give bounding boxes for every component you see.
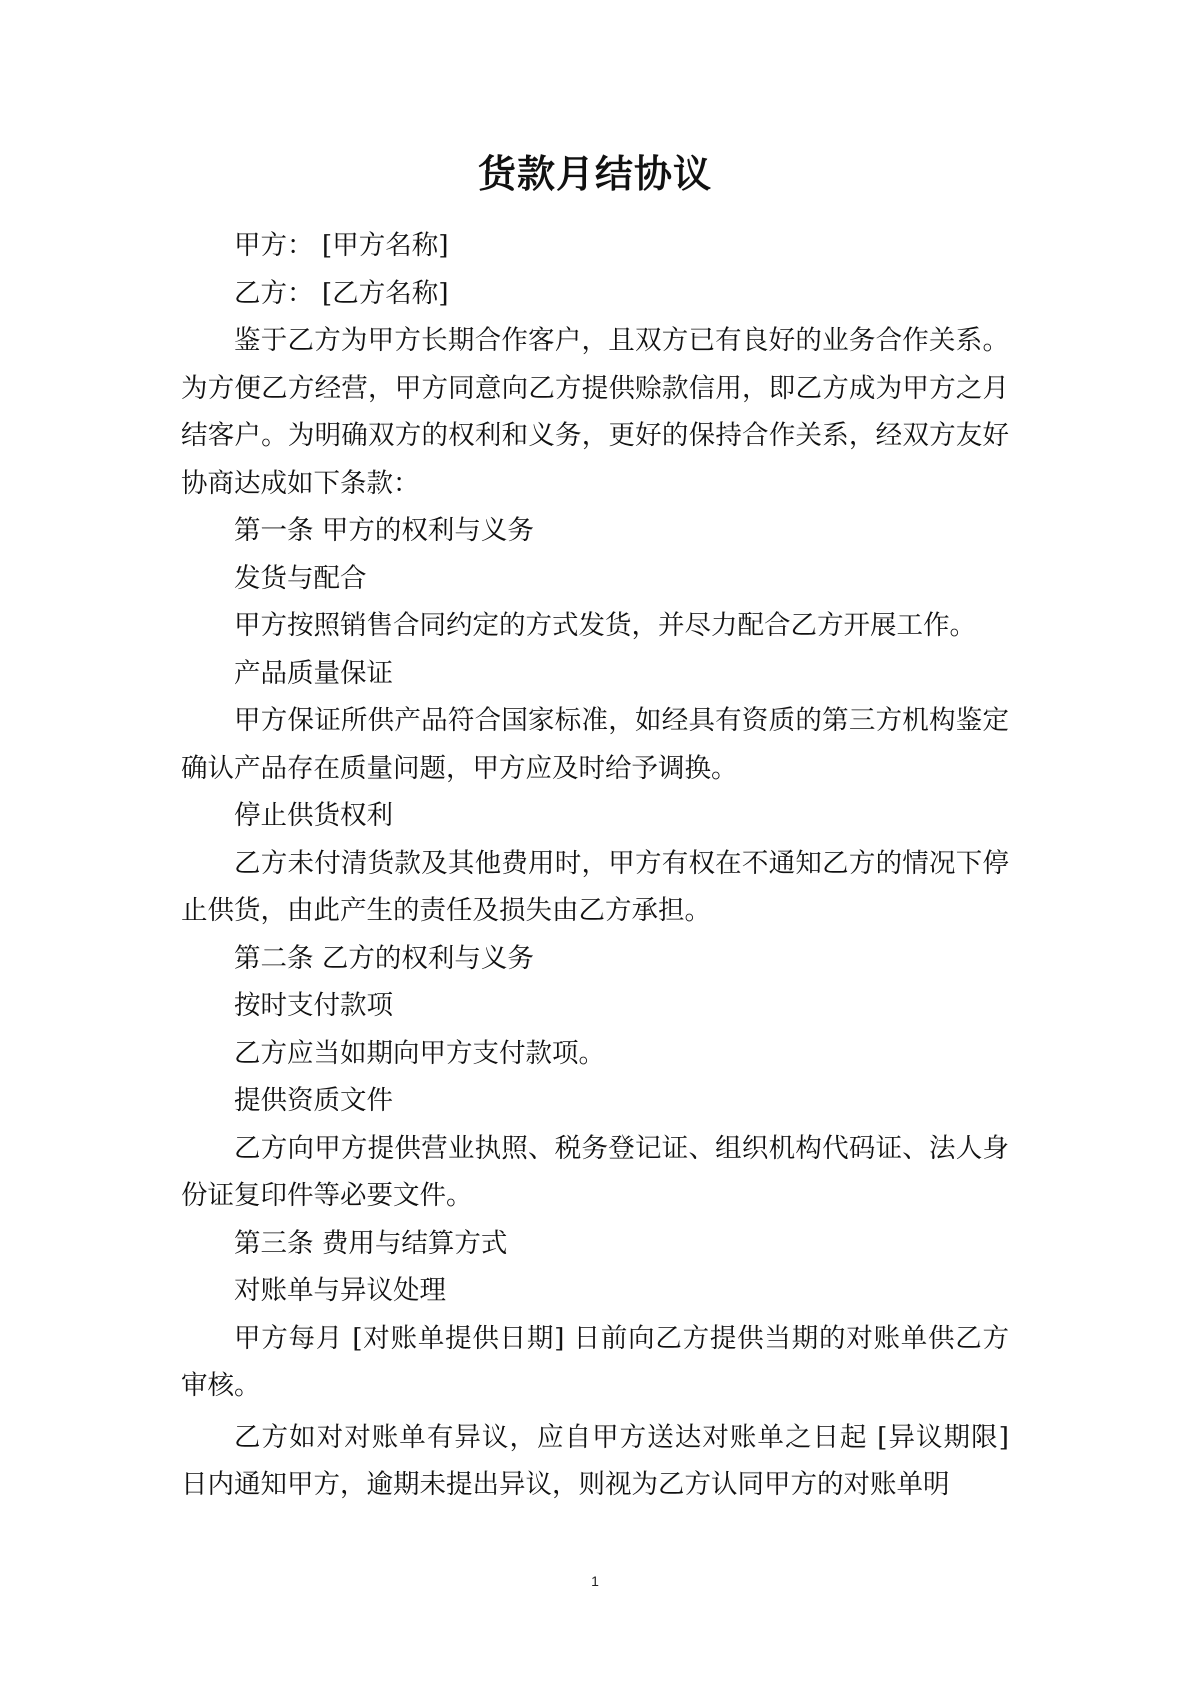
clause-heading: 停止供货权利 [234,800,393,831]
article-heading: 第二条 乙方的权利与义务 [234,942,534,974]
preamble-paragraph: 鉴于乙方为甲方长期合作客户，且双方已有良好的业务合作关系。为方便乙方经营，甲方同意向乙方提供赊款信用，即乙方成为甲方之月结客户。为明确双方的权利和义务，更好的保持合作关系，经双方友好协商达成如下条款： [181,325,1009,499]
article-heading: 第三条 费用与结算方式 [234,1227,508,1259]
clause-text: 甲方保证所供产品符合国家标准，如经具有资质的第三方机构鉴定确认产品存在质量问题，甲方应及时给予调换。 [181,705,1009,784]
clause-text: 乙方未付清货款及其他费用时，甲方有权在不通知乙方的情况下停止供货，由此产生的责任及损失由乙方承担。 [181,847,1009,926]
clause-heading: 对账单与异议处理 [234,1275,446,1306]
clause-heading: 发货与配合 [234,562,367,594]
clause-text: 乙方如对对账单有异议，应自甲方送达对账单之日起 [异议期限] 日内通知甲方，逾期未提出异议，则视为乙方认同甲方的对账单明 [181,1421,1009,1500]
clause-text: 乙方应当如期向甲方支付款项。 [234,1037,605,1069]
document-body [181,222,1009,1509]
clause-text: 乙方向甲方提供营业执照、税务登记证、组织机构代码证、法人身份证复印件等必要文件。 [181,1132,1009,1211]
page-number: 1 [591,1573,599,1589]
party-a-line: 甲方： [甲方名称] [234,230,449,261]
clause-heading: 产品质量保证 [234,657,393,689]
party-b-line: 乙方： [乙方名称] [234,277,449,309]
article-heading: 第一条 甲方的权利与义务 [234,515,534,546]
clause-text: 甲方每月 [对账单提供日期] 日前向乙方提供当期的对账单供乙方审核。 [181,1322,1009,1401]
clause-text: 甲方按照销售合同约定的方式发货，并尽力配合乙方开展工作。 [234,610,976,641]
clause-heading: 按时支付款项 [234,990,393,1021]
clause-heading: 提供资质文件 [234,1085,393,1116]
document-title: 货款月结协议 [477,151,712,196]
